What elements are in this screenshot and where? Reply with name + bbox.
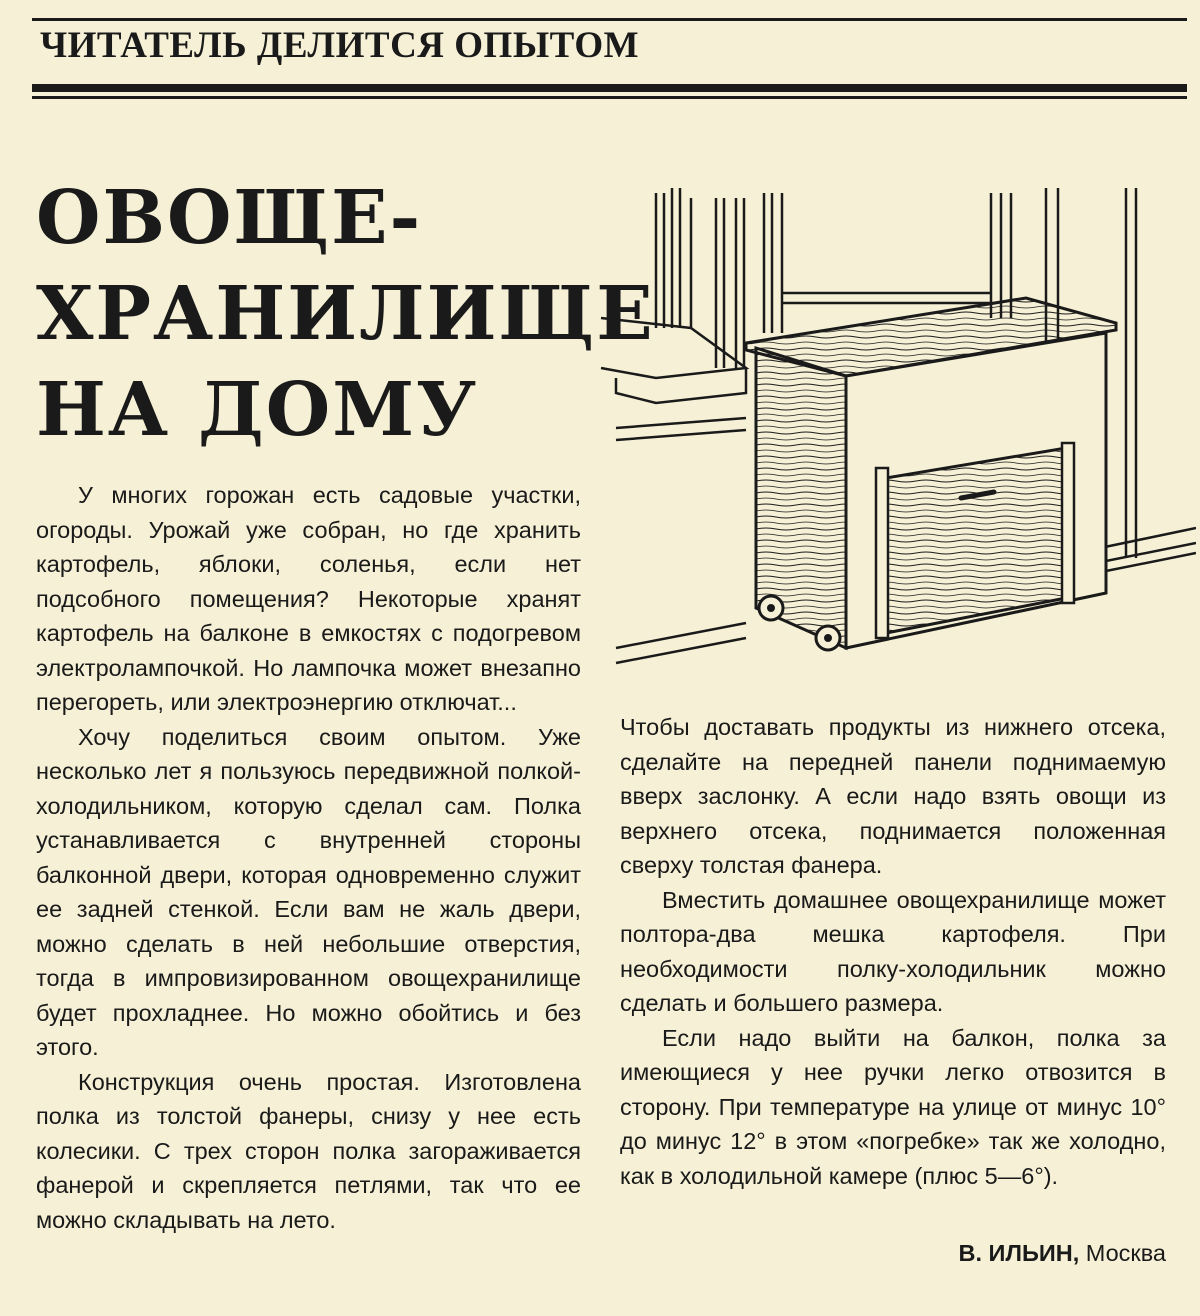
author-name: В. ИЛЬИН, [958, 1240, 1080, 1266]
paragraph: Хочу поделиться своим опытом. Уже несколько лет я пользуюсь передвижной полкой-холодильником, которую сделал сам. Полка устанавливается с внутренней стороны балконной двери, которая одновременно служит ее задней стенкой. Если вам не жаль двери, можно сделать в ней небольшие отверстия, тогда в импровизированном овощехранилище будет прохладнее. Но можно обойтись и без этого. [36, 723, 581, 1060]
paragraph: У многих горожан есть садовые участки, огороды. Урожай уже собран, но где хранить картофель, яблоки, соленья, если нет подсобного помещения? Некоторые хранят картофель на балконе в емкостях с подогревом электролампочкой. Но лампочка может внезапно перегореть, или электроэнергию отключат... [36, 482, 581, 715]
right-column-text [620, 710, 1166, 1193]
rubric-heading: ЧИТАТЕЛЬ ДЕЛИТСЯ ОПЫТОМ [40, 25, 640, 66]
paragraph: Если надо выйти на балкон, полка за имеющиеся у нее ручки легко отвозится в сторону. При температуре на улице от минус 10° до минус 12° в этом «погребке» так же холодно, как в холодильной камере (плюс 5—6°). [620, 1024, 1166, 1189]
headline-line: ОВОЩЕ- [36, 175, 423, 261]
top-rule [32, 18, 1187, 21]
article-headline [36, 170, 655, 458]
headline-line: ХРАНИЛИЩЕ [36, 271, 655, 357]
thin-rule [32, 96, 1187, 99]
author-signature [620, 1240, 1166, 1267]
paragraph: Чтобы доставать продукты из нижнего отсека, сделайте на передней панели поднимаемую вверх заслонку. А если надо взять овощи из верхнего отсека, поднимается положенная сверху толстая фанера. [620, 714, 1166, 878]
left-column-text [36, 478, 581, 1237]
vegetable-storage-cabinet-drawing [596, 178, 1196, 678]
author-city: Москва [1085, 1240, 1166, 1266]
thick-rule [32, 84, 1187, 92]
paragraph: Конструкция очень простая. Изготовлена полка из толстой фанеры, снизу у нее есть колесики. С трех сторон полка загораживается фанерой и скрепляется петлями, так что ее можно складывать на лето. [36, 1068, 581, 1233]
paragraph: Вместить домашнее овощехранилище может полтора-два мешка картофеля. При необходимости полку-холодильник можно сделать и большего размера. [620, 886, 1166, 1016]
headline-line: НА ДОМУ [36, 367, 479, 453]
